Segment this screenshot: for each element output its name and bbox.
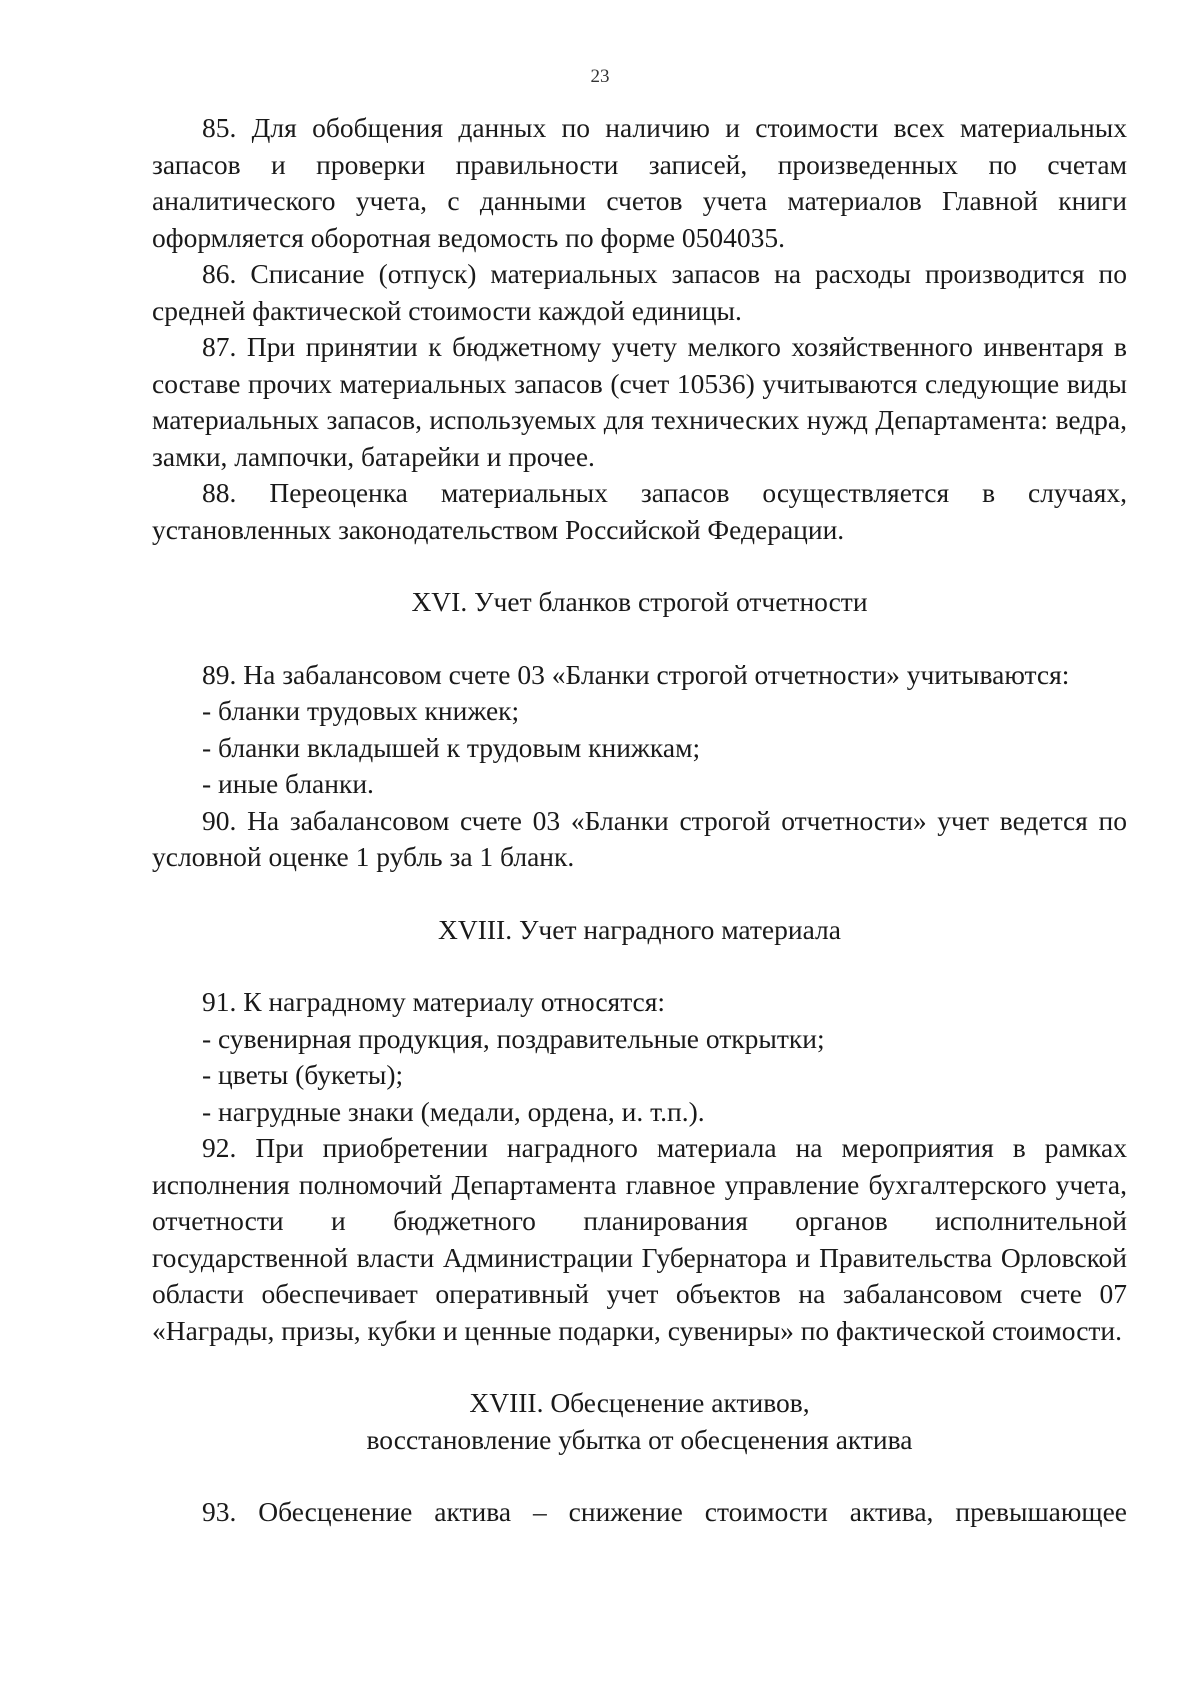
list-item: - цветы (букеты); <box>202 1059 404 1090</box>
paragraph-85: 85. Для обобщения данных по наличию и стоимости всех материальных запасов и проверки правильности записей, произведенных по счетам аналитического учета, с данными счетов учета материалов Главной книги оформляется оборотная ведомость по форме 0504035. <box>152 112 1127 253</box>
paragraph-89: 89. На забалансовом счете 03 «Бланки строгой отчетности» учитываются: <box>202 658 1070 690</box>
section-heading-xvii: XVIII. Учет наградного материала <box>438 913 841 945</box>
list-item: - бланки трудовых книжек; <box>202 695 520 726</box>
section-heading-xviii-line1: XVIII. Обесценение активов, <box>469 1387 810 1418</box>
list-item: - нагрудные знаки (медали, ордена, и. т.п.). <box>202 1095 705 1127</box>
list-item: - бланки вкладышей к трудовым книжкам; <box>202 731 701 763</box>
paragraph-86: 86. Списание (отпуск) материальных запасов на расходы производится по средней фактической стоимости каждой единицы. <box>152 258 1127 326</box>
list-item: - иные бланки. <box>202 768 374 799</box>
document-body <box>152 110 1127 1531</box>
paragraph-90: 90. На забалансовом счете 03 «Бланки строгой отчетности» учет ведется по условной оценке 1 рубль за 1 бланк. <box>152 804 1127 872</box>
section-heading-xviii-line2: восстановление убытка от обесценения актива <box>366 1423 913 1455</box>
paragraph-92: 92. При приобретении наградного материала на мероприятия в рамках исполнения полномочий Департамента главное управление бухгалтерского учета, отчетности и бюджетного планирования органов исполнительной государственной власти Администрации Губернатора и Правительства Орловской области обеспечивает оперативный учет объектов на забалансовом счете 07 «Награды, призы, кубки и ценные подарки, сувениры» по фактической стоимости. <box>152 1132 1127 1346</box>
paragraph-93: 93. Обесценение актива – снижение стоимости актива, превышающее <box>202 1496 1127 1527</box>
section-heading-xviii <box>152 1385 1127 1458</box>
page-number: 23 <box>590 66 610 87</box>
paragraph-87: 87. При принятии к бюджетному учету мелкого хозяйственного инвентаря в составе прочих материальных запасов (счет 10536) учитываются следующие виды материальных запасов, используемых для технических нужд Департамента: ведра, замки, лампочки, батарейки и прочее. <box>152 331 1127 472</box>
list-item: - сувенирная продукция, поздравительные открытки; <box>202 1022 825 1054</box>
paragraph-91: 91. К наградному материалу относятся: <box>202 986 666 1017</box>
section-heading-xvi: XVI. Учет бланков строгой отчетности <box>411 586 868 617</box>
paragraph-88: 88. Переоценка материальных запасов осуществляется в случаях, установленных законодательством Российской Федерации. <box>152 477 1127 545</box>
